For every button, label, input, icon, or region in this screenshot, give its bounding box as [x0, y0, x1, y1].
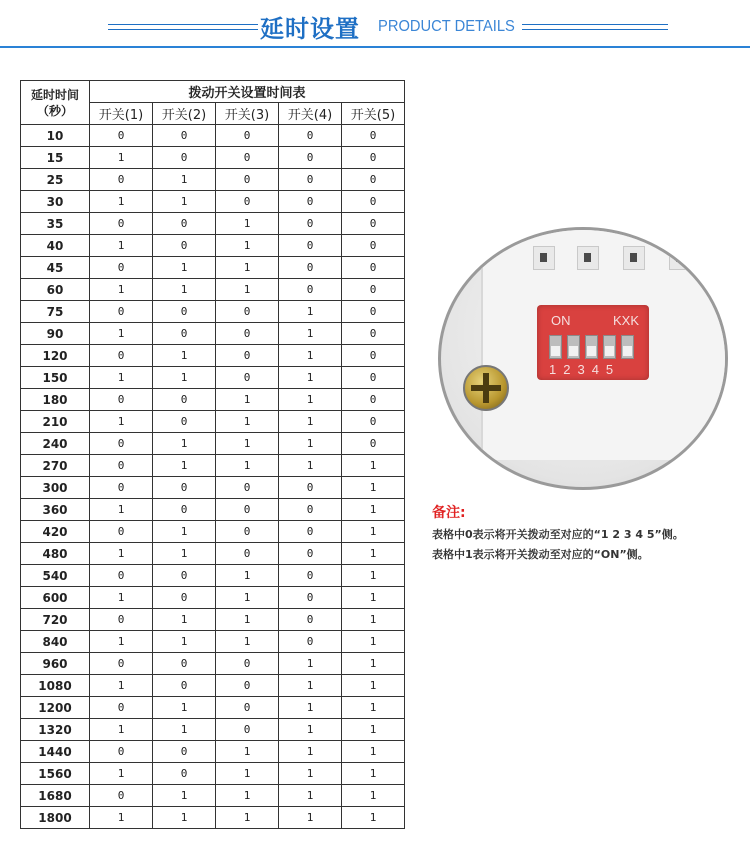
- switch-4-value-cell: 0: [279, 235, 342, 257]
- switch-1-value-cell: 1: [90, 543, 153, 565]
- switch-2-value-cell: 1: [153, 279, 216, 301]
- switch-3-value-cell: 1: [216, 213, 279, 235]
- page-subtitle: PRODUCT DETAILS: [378, 18, 515, 35]
- switch-5-value-cell: 0: [342, 433, 405, 455]
- dip-brand-label: KXK: [612, 313, 639, 328]
- notes-section: [432, 502, 684, 562]
- switch-3-value-cell: 1: [216, 807, 279, 829]
- delay-time-cell: 360: [21, 499, 90, 521]
- delay-time-cell: 40: [21, 235, 90, 257]
- switch-2-value-cell: 1: [153, 191, 216, 213]
- switch-2-value-cell: 1: [153, 807, 216, 829]
- switch-1-value-cell: 1: [90, 147, 153, 169]
- switch-5-value-cell: 1: [342, 521, 405, 543]
- switch-1-value-cell: 1: [90, 807, 153, 829]
- switch-2-value-cell: 0: [153, 675, 216, 697]
- delay-time-cell: 210: [21, 411, 90, 433]
- switch-2-value-cell: 0: [153, 301, 216, 323]
- switch-3-value-cell: 0: [216, 697, 279, 719]
- switch-3-value-cell: 0: [216, 719, 279, 741]
- switch-4-value-cell: 1: [279, 675, 342, 697]
- switch-3-value-cell: 1: [216, 257, 279, 279]
- table-row: [21, 345, 405, 367]
- time-header-line2: （秒）: [36, 103, 73, 118]
- table-row: [21, 389, 405, 411]
- switch-3-value-cell: 0: [216, 367, 279, 389]
- switch-5-value-cell: 0: [342, 125, 405, 147]
- delay-time-cell: 1560: [21, 763, 90, 785]
- switch-3-value-cell: 0: [216, 323, 279, 345]
- switch-3-value-cell: 0: [216, 543, 279, 565]
- switch-3-value-cell: 1: [216, 235, 279, 257]
- delay-time-cell: 600: [21, 587, 90, 609]
- switch-header-4: 开关(4): [279, 103, 342, 125]
- dip-slot-5: [621, 335, 634, 359]
- table-row: [21, 587, 405, 609]
- delay-time-cell: 120: [21, 345, 90, 367]
- table-row: [21, 565, 405, 587]
- dip-switch-block: [537, 305, 649, 380]
- switch-4-value-cell: 0: [279, 521, 342, 543]
- switch-5-value-cell: 1: [342, 719, 405, 741]
- switch-5-value-cell: 0: [342, 411, 405, 433]
- switch-5-value-cell: 1: [342, 543, 405, 565]
- switch-3-value-cell: 1: [216, 389, 279, 411]
- delay-time-cell: 420: [21, 521, 90, 543]
- switch-2-value-cell: 0: [153, 323, 216, 345]
- table-row: [21, 279, 405, 301]
- switch-1-value-cell: 0: [90, 697, 153, 719]
- switch-2-value-cell: 0: [153, 653, 216, 675]
- header-left-rule-bottom: [108, 29, 258, 30]
- switch-5-value-cell: 0: [342, 169, 405, 191]
- switch-3-value-cell: 0: [216, 499, 279, 521]
- table-row: [21, 543, 405, 565]
- delay-time-cell: 15: [21, 147, 90, 169]
- table-row: [21, 433, 405, 455]
- switch-5-value-cell: 0: [342, 257, 405, 279]
- switch-1-value-cell: 1: [90, 323, 153, 345]
- switch-4-value-cell: 0: [279, 477, 342, 499]
- switch-1-value-cell: 1: [90, 719, 153, 741]
- switch-3-value-cell: 0: [216, 125, 279, 147]
- switch-4-value-cell: 1: [279, 697, 342, 719]
- switch-4-value-cell: 1: [279, 653, 342, 675]
- switch-1-value-cell: 1: [90, 763, 153, 785]
- switch-2-value-cell: 0: [153, 389, 216, 411]
- table-row: [21, 719, 405, 741]
- switch-2-value-cell: 0: [153, 477, 216, 499]
- switch-4-value-cell: 0: [279, 543, 342, 565]
- delay-time-cell: 1440: [21, 741, 90, 763]
- switch-1-value-cell: 0: [90, 345, 153, 367]
- delay-time-cell: 720: [21, 609, 90, 631]
- switch-1-value-cell: 0: [90, 433, 153, 455]
- switch-5-value-cell: 1: [342, 763, 405, 785]
- notes-line-2: 表格中1表示将开关拨动至对应的“ON”侧。: [432, 548, 649, 561]
- delay-time-cell: 75: [21, 301, 90, 323]
- switch-2-value-cell: 0: [153, 499, 216, 521]
- switch-4-value-cell: 1: [279, 719, 342, 741]
- switch-1-value-cell: 0: [90, 301, 153, 323]
- delay-time-cell: 90: [21, 323, 90, 345]
- table-row: [21, 653, 405, 675]
- screw-icon: [463, 365, 509, 411]
- header-right-rule-bottom: [522, 29, 668, 30]
- switch-2-value-cell: 0: [153, 411, 216, 433]
- delay-time-cell: 960: [21, 653, 90, 675]
- switch-2-value-cell: 1: [153, 169, 216, 191]
- switch-4-value-cell: 1: [279, 301, 342, 323]
- table-row: [21, 807, 405, 829]
- switch-5-value-cell: 1: [342, 609, 405, 631]
- switch-5-value-cell: 0: [342, 389, 405, 411]
- switch-3-value-cell: 0: [216, 169, 279, 191]
- table-row: [21, 455, 405, 477]
- switch-3-value-cell: 1: [216, 763, 279, 785]
- switch-1-value-cell: 1: [90, 631, 153, 653]
- switch-4-value-cell: 1: [279, 433, 342, 455]
- delay-time-cell: 30: [21, 191, 90, 213]
- delay-time-cell: 180: [21, 389, 90, 411]
- table-row: [21, 213, 405, 235]
- delay-time-cell: 840: [21, 631, 90, 653]
- switch-2-value-cell: 1: [153, 521, 216, 543]
- switch-4-value-cell: 0: [279, 631, 342, 653]
- header-left-rule-top: [108, 24, 258, 25]
- delay-time-cell: 1200: [21, 697, 90, 719]
- switch-1-value-cell: 1: [90, 191, 153, 213]
- switch-header-1: 开关(1): [90, 103, 153, 125]
- switch-header-5: 开关(5): [342, 103, 405, 125]
- delay-time-cell: 25: [21, 169, 90, 191]
- switch-3-value-cell: 0: [216, 345, 279, 367]
- switch-3-value-cell: 0: [216, 301, 279, 323]
- switch-2-value-cell: 1: [153, 543, 216, 565]
- switch-1-value-cell: 0: [90, 213, 153, 235]
- table-row: [21, 763, 405, 785]
- switch-4-value-cell: 0: [279, 191, 342, 213]
- switch-2-value-cell: 0: [153, 741, 216, 763]
- switch-2-value-cell: 1: [153, 257, 216, 279]
- switch-5-value-cell: 1: [342, 587, 405, 609]
- table-row: [21, 741, 405, 763]
- dip-slot-4: [603, 335, 616, 359]
- switch-4-value-cell: 0: [279, 125, 342, 147]
- table-row: [21, 257, 405, 279]
- table-row: [21, 521, 405, 543]
- switch-5-value-cell: 1: [342, 565, 405, 587]
- switch-2-value-cell: 1: [153, 609, 216, 631]
- delay-time-cell: 1680: [21, 785, 90, 807]
- switch-5-value-cell: 1: [342, 785, 405, 807]
- switch-1-value-cell: 0: [90, 125, 153, 147]
- switch-1-value-cell: 1: [90, 587, 153, 609]
- switch-3-value-cell: 0: [216, 191, 279, 213]
- table-row: [21, 191, 405, 213]
- table-row: [21, 169, 405, 191]
- delay-table-container: [20, 80, 405, 829]
- switch-3-value-cell: 1: [216, 609, 279, 631]
- switch-header-2: 开关(2): [153, 103, 216, 125]
- table-row: [21, 411, 405, 433]
- delay-time-cell: 480: [21, 543, 90, 565]
- switch-5-value-cell: 0: [342, 213, 405, 235]
- dip-slot-1: [549, 335, 562, 359]
- switch-1-value-cell: 0: [90, 455, 153, 477]
- switch-4-value-cell: 0: [279, 565, 342, 587]
- switch-4-value-cell: 1: [279, 807, 342, 829]
- switch-3-value-cell: 1: [216, 433, 279, 455]
- time-column-header: [21, 81, 90, 125]
- table-row: [21, 147, 405, 169]
- switch-3-value-cell: 0: [216, 675, 279, 697]
- switch-5-value-cell: 1: [342, 741, 405, 763]
- switch-5-value-cell: 1: [342, 477, 405, 499]
- table-row: [21, 631, 405, 653]
- switch-5-value-cell: 0: [342, 323, 405, 345]
- switch-3-value-cell: 1: [216, 785, 279, 807]
- switch-1-value-cell: 1: [90, 235, 153, 257]
- delay-time-cell: 1320: [21, 719, 90, 741]
- switch-1-value-cell: 1: [90, 499, 153, 521]
- switch-1-value-cell: 0: [90, 169, 153, 191]
- switch-3-value-cell: 1: [216, 455, 279, 477]
- delay-setting-table: [20, 80, 405, 829]
- time-header-line1: 延时时间: [30, 87, 79, 102]
- notes-line-1: 表格中0表示将开关拨动至对应的“1 2 3 4 5”侧。: [432, 528, 684, 541]
- delay-time-cell: 45: [21, 257, 90, 279]
- switch-2-value-cell: 0: [153, 565, 216, 587]
- delay-time-cell: 270: [21, 455, 90, 477]
- switch-group-header: 拨动开关设置时间表: [90, 81, 405, 103]
- header-right-rule-top: [522, 24, 668, 25]
- switch-4-value-cell: 0: [279, 587, 342, 609]
- switch-5-value-cell: 1: [342, 675, 405, 697]
- switch-5-value-cell: 0: [342, 235, 405, 257]
- dip-number-labels: 12345: [549, 362, 621, 377]
- switch-2-value-cell: 1: [153, 631, 216, 653]
- delay-time-cell: 35: [21, 213, 90, 235]
- switch-2-value-cell: 0: [153, 125, 216, 147]
- delay-time-cell: 150: [21, 367, 90, 389]
- switch-header-3: 开关(3): [216, 103, 279, 125]
- switch-5-value-cell: 0: [342, 147, 405, 169]
- switch-4-value-cell: 0: [279, 257, 342, 279]
- switch-2-value-cell: 1: [153, 455, 216, 477]
- switch-2-value-cell: 1: [153, 433, 216, 455]
- switch-5-value-cell: 1: [342, 653, 405, 675]
- table-row: [21, 697, 405, 719]
- header-divider: [0, 46, 750, 48]
- switch-1-value-cell: 1: [90, 367, 153, 389]
- switch-4-value-cell: 1: [279, 763, 342, 785]
- table-row: [21, 367, 405, 389]
- switch-3-value-cell: 1: [216, 565, 279, 587]
- delay-time-cell: 240: [21, 433, 90, 455]
- switch-3-value-cell: 1: [216, 279, 279, 301]
- switch-1-value-cell: 0: [90, 389, 153, 411]
- delay-time-cell: 60: [21, 279, 90, 301]
- dip-on-label: ON: [551, 313, 571, 328]
- table-row: [21, 301, 405, 323]
- table-row: [21, 235, 405, 257]
- dip-slot-3: [585, 335, 598, 359]
- switch-4-value-cell: 1: [279, 367, 342, 389]
- switch-1-value-cell: 0: [90, 477, 153, 499]
- switch-4-value-cell: 0: [279, 213, 342, 235]
- switch-4-value-cell: 1: [279, 323, 342, 345]
- switch-4-value-cell: 1: [279, 345, 342, 367]
- switch-2-value-cell: 0: [153, 213, 216, 235]
- switch-2-value-cell: 0: [153, 147, 216, 169]
- switch-5-value-cell: 1: [342, 631, 405, 653]
- switch-2-value-cell: 1: [153, 719, 216, 741]
- switch-1-value-cell: 1: [90, 279, 153, 301]
- switch-4-value-cell: 1: [279, 389, 342, 411]
- switch-3-value-cell: 0: [216, 653, 279, 675]
- delay-time-cell: 10: [21, 125, 90, 147]
- switch-4-value-cell: 0: [279, 279, 342, 301]
- switch-5-value-cell: 1: [342, 455, 405, 477]
- dip-slot-2: [567, 335, 580, 359]
- switch-5-value-cell: 1: [342, 697, 405, 719]
- switch-3-value-cell: 0: [216, 521, 279, 543]
- delay-time-cell: 300: [21, 477, 90, 499]
- switch-5-value-cell: 0: [342, 345, 405, 367]
- table-row: [21, 499, 405, 521]
- switch-5-value-cell: 0: [342, 301, 405, 323]
- switch-1-value-cell: 0: [90, 653, 153, 675]
- switch-4-value-cell: 0: [279, 609, 342, 631]
- switch-2-value-cell: 1: [153, 367, 216, 389]
- switch-2-value-cell: 1: [153, 697, 216, 719]
- delay-time-cell: 1080: [21, 675, 90, 697]
- switch-3-value-cell: 0: [216, 477, 279, 499]
- table-row: [21, 609, 405, 631]
- switch-5-value-cell: 0: [342, 279, 405, 301]
- page-header: [0, 0, 750, 50]
- table-row: [21, 675, 405, 697]
- delay-table-body: [21, 125, 405, 829]
- dip-switch-photo: [438, 227, 728, 490]
- switch-5-value-cell: 0: [342, 367, 405, 389]
- switch-1-value-cell: 0: [90, 609, 153, 631]
- switch-4-value-cell: 0: [279, 147, 342, 169]
- switch-5-value-cell: 1: [342, 499, 405, 521]
- switch-3-value-cell: 1: [216, 587, 279, 609]
- switch-1-value-cell: 0: [90, 257, 153, 279]
- switch-3-value-cell: 0: [216, 147, 279, 169]
- switch-4-value-cell: 0: [279, 169, 342, 191]
- switch-1-value-cell: 0: [90, 565, 153, 587]
- table-row: [21, 785, 405, 807]
- switch-5-value-cell: 0: [342, 191, 405, 213]
- switch-1-value-cell: 1: [90, 411, 153, 433]
- table-row: [21, 125, 405, 147]
- switch-4-value-cell: 0: [279, 499, 342, 521]
- page-title: 延时设置: [260, 15, 360, 43]
- switch-2-value-cell: 0: [153, 235, 216, 257]
- table-row: [21, 477, 405, 499]
- switch-4-value-cell: 1: [279, 785, 342, 807]
- switch-1-value-cell: 0: [90, 521, 153, 543]
- switch-2-value-cell: 1: [153, 345, 216, 367]
- switch-5-value-cell: 1: [342, 807, 405, 829]
- switch-1-value-cell: 0: [90, 741, 153, 763]
- switch-4-value-cell: 1: [279, 455, 342, 477]
- switch-3-value-cell: 1: [216, 411, 279, 433]
- switch-1-value-cell: 0: [90, 785, 153, 807]
- switch-3-value-cell: 1: [216, 631, 279, 653]
- switch-2-value-cell: 1: [153, 785, 216, 807]
- switch-2-value-cell: 0: [153, 763, 216, 785]
- delay-time-cell: 540: [21, 565, 90, 587]
- switch-4-value-cell: 1: [279, 741, 342, 763]
- switch-3-value-cell: 1: [216, 741, 279, 763]
- switch-1-value-cell: 1: [90, 675, 153, 697]
- switch-4-value-cell: 1: [279, 411, 342, 433]
- delay-time-cell: 1800: [21, 807, 90, 829]
- notes-title: 备注:: [432, 505, 466, 521]
- switch-2-value-cell: 0: [153, 587, 216, 609]
- table-row: [21, 323, 405, 345]
